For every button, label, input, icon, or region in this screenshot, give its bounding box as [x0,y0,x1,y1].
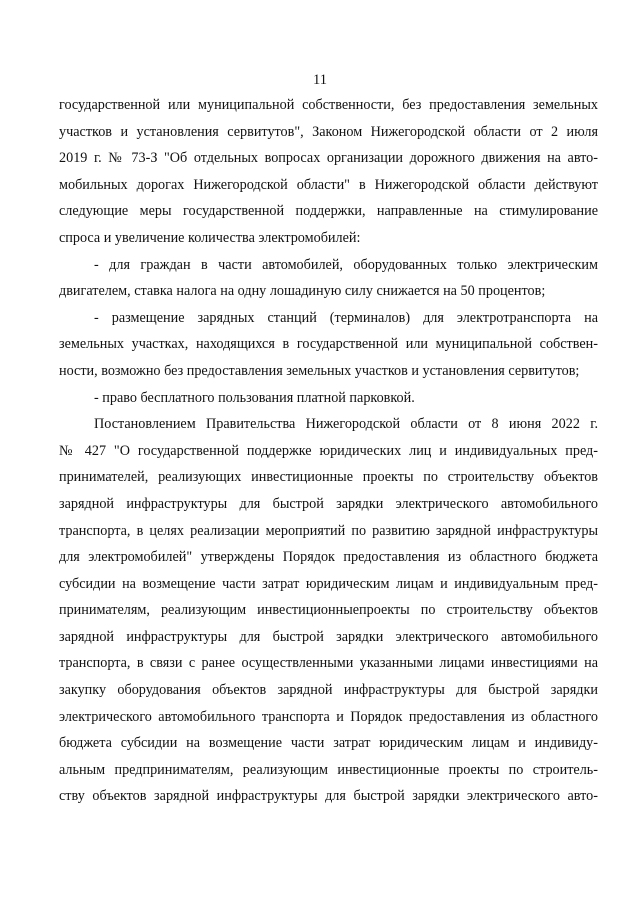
text-line: для электромобилей" утверждены Порядок предоставления из областного бюджета [59,549,598,566]
text-line: Постановлением Правительства Нижегородской области от 8 июня 2022 г. [94,416,598,433]
text-line: - для граждан в части автомобилей, оборудованных только электрическим [94,256,598,273]
text-line: ству объектов зарядной инфраструктуры для быстрой зарядки электрического авто- [59,788,598,805]
text-line: закупку оборудования объектов зарядной инфраструктуры для быстрой зарядки [59,682,598,699]
text-line: электрического автомобильного транспорта и Порядок предоставления из областного [59,708,598,725]
text-line: принимателей, реализующих инвестиционные проекты по строительству объектов [59,469,598,486]
text-line: - размещение зарядных станций (терминалов) для электротранспорта на [94,309,598,326]
text-line: государственной или муниципальной собственности, без предоставления земельных [59,97,598,113]
text-line: - право бесплатного пользования платной парковкой. [94,389,415,406]
text-line: спроса и увеличение количества электромобилей: [59,229,361,246]
document-body [59,92,598,810]
text-line: транспорта, в целях реализации мероприятий по развитию зарядной инфраструктуры [59,522,598,539]
text-line: субсидии на возмещение части затрат юридическим лицам и индивидуальным пред- [59,575,598,592]
text-line: мобильных дорогах Нижегородской области" в Нижегородской области действуют [59,176,598,193]
text-line: зарядной инфраструктуры для быстрой зарядки электрического автомобильного [59,495,598,512]
text-line: ности, возможно без предоставления земельных участков и установления сервитутов; [59,362,580,379]
text-line: принимателям, реализующим инвестиционныепроекты по строительству объектов [59,602,598,619]
text-line: № 427 "О государственной поддержке юридических лиц и индивидуальных пред- [59,442,598,459]
text-line: зарядной инфраструктуры для быстрой зарядки электрического автомобильного [59,628,598,645]
text-line: двигателем, ставка налога на одну лошадиную силу снижается на 50 процентов; [59,283,546,300]
text-line: альным предпринимателям, реализующим инвестиционные проекты по строитель- [59,761,598,778]
text-line: участков и установления сервитутов", Законом Нижегородской области от 2 июля [59,123,598,140]
page-number: 11 [313,72,327,88]
text-line: транспорта, в связи с ранее осуществленными указанными лицами инвестициями на [59,655,598,672]
text-line: следующие меры государственной поддержки, направленные на стимулирование [59,203,598,220]
text-line: бюджета субсидии на возмещение части затрат юридическим лицам и индивиду- [59,735,598,752]
text-line: 2019 г. № 73-З "Об отдельных вопросах организации дорожного движения на авто- [59,150,598,167]
text-line: земельных участках, находящихся в государственной или муниципальной собствен- [59,336,598,353]
